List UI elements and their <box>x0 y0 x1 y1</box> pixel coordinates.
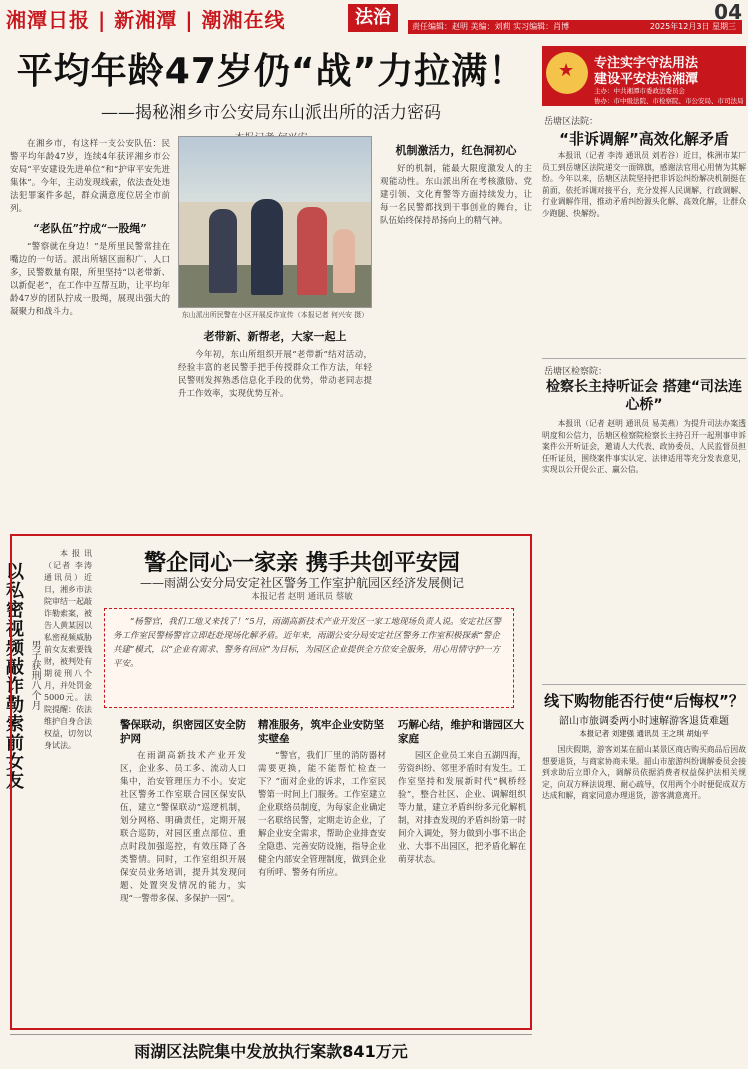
feature-box <box>10 534 532 1030</box>
feature-column-1-heading: 警保联动，织密园区安全防护网 <box>120 719 246 745</box>
main-headline-block <box>10 50 532 144</box>
story-1-tag: 岳塘区法院： <box>544 117 599 127</box>
main-title: 平均年龄47岁仍“战”力拉满！ <box>16 51 526 92</box>
side-story-headline: 以私密视频敲诈勒索前女友 <box>3 562 24 790</box>
staff-credits: 责任编辑：赵明 美编：刘莉 实习编辑：肖博 <box>412 22 570 31</box>
feature-column-1: 在雨湖高新技术产业开发区，企业多、员工多、流动人口集中，治安管理压力不小。安定社区警务工作室联合园区保安队伍，建立“警保联动”巡逻机制，划分网格、明确责任，定期开展联合巡防，对园区重点部位、重点时段加强巡控，有效压降了各类警情。同时，工作室组织开展保安员业务培训，提升其发现问题、处置突发情况的能力，实现“一警带多保、多保护一园”。 <box>120 751 246 904</box>
divider <box>542 358 746 359</box>
story-3-text: 国庆假期，游客刘某在韶山某景区商店购买商品后因故想要退货，与商家协商未果。韶山市旅游纠纷调解委员会接到求助后立即介入，调解员依据消费者权益保护法相关规定，向双方释法说理、耐心疏导，仅用两个小时便促成双方达成和解，商家同意办理退货，游客满意离开。 <box>542 745 746 800</box>
section-text-1: “警察就在身边！”是所里民警常挂在嘴边的一句话。派出所辖区面积广、人口多，民警数量有限，所里坚持“以老带新、以新促老”，在工作中互帮互助，让平均年龄47岁的团队拧成一股绳，展现出强大的凝聚力和战斗力。 <box>10 242 170 317</box>
promo-banner <box>542 46 746 106</box>
side-story-text: 本报讯（记者 李涛 通讯员）近日，湘乡市法院审结一起敲诈勒索案，被告人黄某因以私密视频威胁前女友索要钱财，被判处有期徒刑八个月，并处罚金5000元。法院提醒：依法维护自身合法权益，切勿以身试法。 <box>44 549 92 750</box>
feature-subtitle: ——雨湖公安分局安定社区警务工作室护航园区经济发展侧记 <box>139 576 464 590</box>
section-text-2: 今年初，东山所组织开展“老带新”结对活动，经验丰富的老民警手把手传授群众工作方法，年轻民警则发挥熟悉信息化手段的优势，带动老同志提升工作效率，实现优势互补。 <box>178 350 372 399</box>
story-3-byline: 本报记者 刘建强 通讯员 王之琪 胡灿平 <box>579 729 709 738</box>
masthead <box>0 0 748 44</box>
main-subtitle: ——揭秘湘乡市公安局东山派出所的活力密码 <box>101 103 441 123</box>
article-column-2 <box>178 324 372 528</box>
header-info-bar <box>408 20 742 34</box>
section-heading-2: 老带新、新帮老，大家一起上 <box>203 330 347 343</box>
feature-lead: “杨警官，我们工地又来找了！”5月，雨湖高新技术产业开发区一家工地现场负责人说。安定社区警务工作室民警杨警官立即赶赴现场化解矛盾。近年来，雨湖公安分局安定社区警务工作室积极探索“警企共建”模式，以“企业有需求、警务有回应”为目标，为园区企业提供全方位安全服务，用心用情守护一方平安。 <box>104 608 514 708</box>
article-column-1 <box>10 138 170 528</box>
story-2-tag: 岳塘区检察院： <box>544 367 608 377</box>
bottom-headline: 雨湖区法院集中发放执行案款841万元 <box>10 1034 532 1062</box>
article-column-3 <box>380 138 532 528</box>
story-2-text: 本报讯（记者 赵明 通讯员 易美燕）为提升司法办案透明度和公信力，岳塘区检察院检察长主持召开一起刑事申诉案件公开听证会，邀请人大代表、政协委员、人民监督员担任听证员，围绕案件事实认定、法律适用等充分发表意见，实现以公开促公正、赢公信。 <box>542 419 746 474</box>
feature-column-3-heading: 巧解心结，维护和谐园区大家庭 <box>398 719 524 745</box>
issue-date: 2025年12月3日 星期三 <box>649 22 736 31</box>
article-intro: 在湘乡市，有这样一支公安队伍：民警平均年龄47岁，连续4年获评湘乡市公安局“平安建设先进单位”和“护审平安先进集体”。今年，主动发现线索，依法查处违法犯罪案件多起，群众满意度位居全市前列。 <box>10 139 170 214</box>
promo-line-2: 建设平安法治湘潭 <box>594 72 699 87</box>
section-label: 法治 <box>348 4 398 32</box>
story-3-subhead: 韶山市旅调委两小时速解游客退货难题 <box>559 716 729 727</box>
promo-sponsor: 主办：中共湘潭市委政法委员会 <box>594 87 685 95</box>
section-text-3: 好的机制，能最大限度激发人的主观能动性。东山派出所在考核激励、党建引领、文化育警等方面持续发力，让每一名民警都找到干事创业的舞台，让队伍始终保持昂扬向上的精气神。 <box>380 164 532 226</box>
feature-column-2-heading: 精准服务，筑牢企业安防坚实壁垒 <box>258 719 384 745</box>
divider <box>542 684 746 685</box>
emblem-icon <box>546 52 588 94</box>
feature-title: 警企同心一家亲 携手共创平安园 <box>144 551 460 576</box>
newspaper-logo: 湘潭日报 | 新湘潭 | 潮湘在线 <box>6 8 286 32</box>
feature-byline: 本报记者 赵明 通讯员 蔡敏 <box>251 592 353 602</box>
section-heading-3: 机制激活力，红色洞初心 <box>395 144 517 157</box>
story-1-text: 本报讯（记者 李涛 通讯员 刘若谷）近日，株洲市某厂员工到岳塘区法院递交一面锦旗，感谢法官用心用情为其解纷。今年以来，岳塘区法院坚持把非诉讼纠纷解决机制挺在前面，依托诉调对接平台，充分发挥人民调解、行政调解、行业调解作用，推动矛盾纠纷源头化解、高效化解，让群众少跑腿、快解纷。 <box>542 151 746 218</box>
story-1-headline: “非诉调解”高效化解矛盾 <box>559 130 729 148</box>
section-heading-1: “老队伍”拧成“一股绳” <box>33 222 147 235</box>
page-number: 04 <box>714 0 742 24</box>
promo-line-1: 专注实字守法用法 <box>594 56 699 71</box>
side-story-subhead: 男子获刑八个月 <box>29 640 40 710</box>
promo-co-sponsor: 协办：市中级法院、市检察院、市公安局、市司法局 <box>594 97 744 105</box>
story-3-headline: 线下购物能否行使“后悔权”？ <box>544 692 744 710</box>
photo-caption: 东山派出所民警在小区开展反诈宣传（本报记者 何兴安 摄） <box>181 311 369 319</box>
story-2-headline: 检察长主持听证会 搭建“司法连心桥” <box>545 379 743 413</box>
news-photo <box>178 136 372 308</box>
feature-column-2: “警官，我们厂里的消防器材需要更换，能不能帮忙检查一下？”面对企业的诉求，工作室民警第一时间上门服务。工作室建立企业联络员制度，为每家企业确定一名联络民警，定期走访企业，了解企业安全需求，帮助企业排查安全隐患、完善安防设施，指导企业健全内部安全管理制度，做到企业有所呼、警务有所应。 <box>258 751 386 878</box>
feature-column-3: 园区企业员工来自五湖四海，劳资纠纷、邻里矛盾时有发生。工作室坚持和发展新时代“枫桥经验”，整合社区、企业、调解组织等力量，建立矛盾纠纷多元化解机制，对排查发现的矛盾纠纷第一时间介入调处，努力做到小事不出企业、大事不出园区，把矛盾化解在萌芽状态。 <box>398 751 526 865</box>
